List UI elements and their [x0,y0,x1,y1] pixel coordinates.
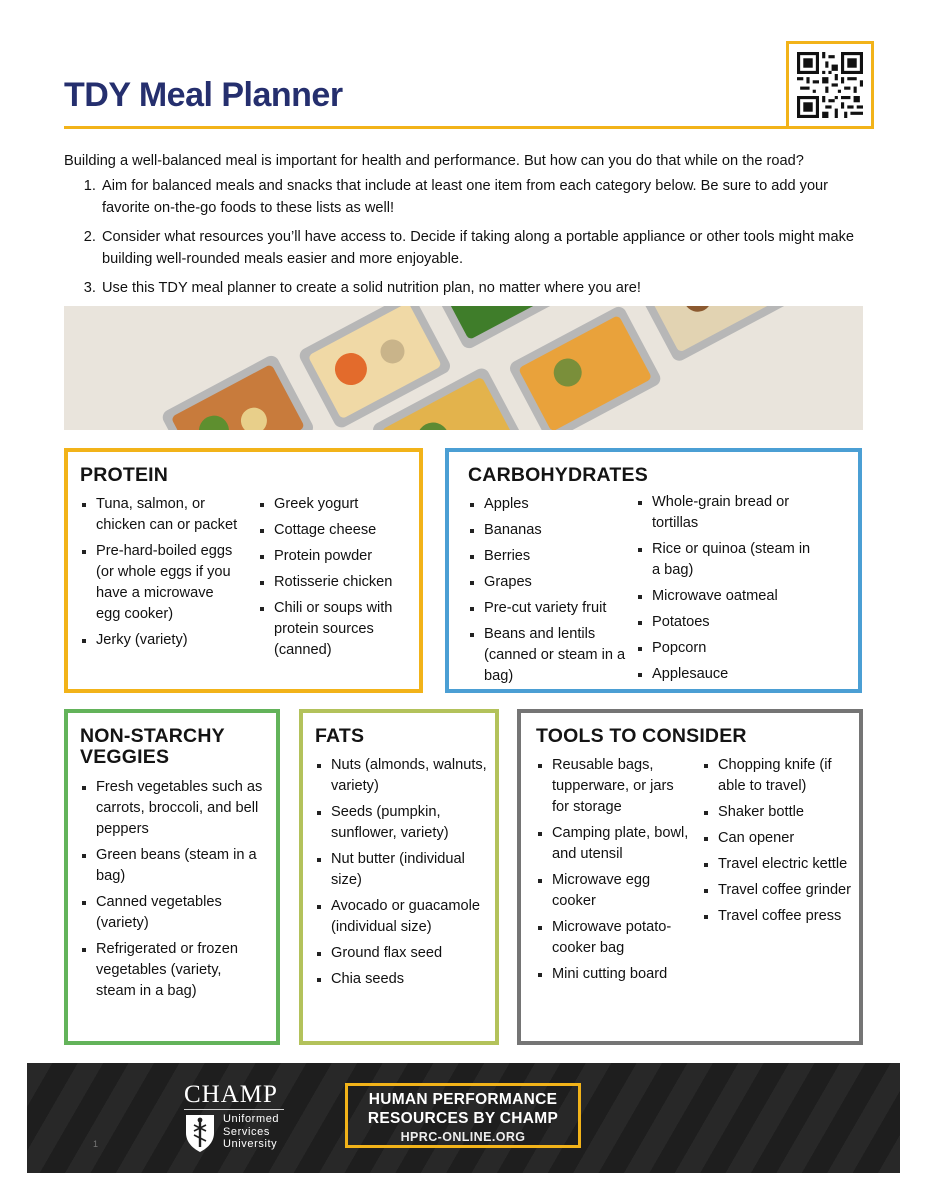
list-item: Nuts (almonds, walnuts, variety) [315,755,487,797]
usu-line: University [223,1138,278,1150]
list-item: Travel coffee grinder [702,880,854,901]
carbohydrates-column-1 [468,494,628,692]
list-item: Reusable bags, tupperware, or jars for storage [536,755,694,818]
list-item: Fresh vegetables such as carrots, broccoli, and bell peppers [80,777,264,840]
hprc-badge[interactable] [345,1083,581,1148]
title-underline [64,126,874,129]
logo-divider [184,1109,284,1110]
tools-heading: TOOLS TO CONSIDER [536,725,747,747]
list-item: Cottage cheese [258,520,418,541]
carbohydrates-column-2 [636,492,816,690]
usu-wordmark [223,1113,279,1151]
list-item: Potatoes [636,612,816,633]
list-item: Grapes [468,572,628,593]
meal-containers-image [64,306,863,430]
list-item: Beans and lentils (canned or steam in a bag) [468,624,628,687]
protein-column-2 [258,494,418,666]
intro-steps [64,175,864,299]
list-item: Canned vegetables (variety) [80,892,264,934]
list-item: Rice or quinoa (steam in a bag) [636,539,816,581]
protein-heading: PROTEIN [80,464,169,486]
list-item: Jerky (variety) [80,630,240,651]
carbohydrates-heading: CARBOHYDRATES [468,464,648,486]
list-item: Bananas [468,520,628,541]
list-item: Avocado or guacamole (individual size) [315,896,487,938]
list-item: Microwave oatmeal [636,586,816,607]
veggies-heading: NON-STARCHY VEGGIES [80,725,225,768]
list-item: Microwave potato-cooker bag [536,917,694,959]
page-title: TDY Meal Planner [64,76,343,114]
carbohydrates-card [445,448,862,693]
list-item: Popcorn [636,638,816,659]
intro [64,150,864,306]
usu-line: Uniformed [223,1113,280,1125]
protein-card [64,448,423,693]
intro-step: 3. Use this TDY meal planner to create a solid nutrition plan, no matter where you are! [100,277,864,299]
list-item: Greek yogurt [258,494,418,515]
list-item: Seeds (pumpkin, sunflower, variety) [315,802,487,844]
list-item: Berries [468,546,628,567]
champ-logo[interactable]: CHAMP [184,1081,278,1108]
list-item: Refrigerated or frozen vegetables (variety, steam in a bag) [80,939,264,1002]
list-item: Travel electric kettle [702,854,854,875]
list-item: Chili or soups with protein sources (canned) [258,598,418,661]
footer [27,1063,900,1173]
list-item: Protein powder [258,546,418,567]
non-starchy-veggies-card [64,709,280,1045]
list-item: Rotisserie chicken [258,572,418,593]
hprc-badge-line-2: RESOURCES BY CHAMP [367,1110,559,1127]
qr-code-icon [797,52,863,118]
hprc-badge-line-1: HUMAN PERFORMANCE [368,1091,558,1108]
list-item: Applesauce [636,664,816,685]
list-item: Chopping knife (if able to travel) [702,755,854,797]
list-item: Tuna, salmon, or chicken can or packet [80,494,240,536]
list-item: Can opener [702,828,854,849]
intro-step: 2. Consider what resources you’ll have access to. Decide if taking along a portable appliance or other tools might make building well-rounded meals easier and more enjoyable. [100,226,864,270]
list-item: Microwave egg cooker [536,870,694,912]
list-item: Shaker bottle [702,802,854,823]
veggies-column [80,777,264,1007]
tools-column-1 [536,755,694,990]
page-number: 1 [93,1139,99,1149]
list-item: Ground flax seed [315,943,487,964]
usu-shield-icon [184,1113,216,1153]
list-item: Chia seeds [315,969,487,990]
intro-step: 1. Aim for balanced meals and snacks that include at least one item from each category below. Be sure to add your favorite on-the-go foods to these lists as well! [100,175,864,219]
list-item: Pre-cut variety fruit [468,598,628,619]
list-item: Green beans (steam in a bag) [80,845,264,887]
meal-prep-photo [64,306,863,430]
hprc-link[interactable]: HPRC-ONLINE.ORG [400,1130,526,1144]
list-item: Pre-hard-boiled eggs (or whole eggs if you have a microwave egg cooker) [80,541,240,625]
protein-column-1 [80,494,240,656]
tools-card [517,709,863,1045]
fats-column [315,755,487,995]
intro-lead-text: Building a well-balanced meal is important for health and performance. But how can you do that while on the road? [64,153,804,169]
qr-code[interactable] [786,41,874,129]
tools-column-2 [702,755,854,932]
list-item: Apples [468,494,628,515]
list-item: Nut butter (individual size) [315,849,487,891]
fats-card [299,709,499,1045]
list-item: Travel coffee press [702,906,854,927]
usu-line: Services [223,1125,270,1138]
list-item: Mini cutting board [536,964,694,985]
list-item: Camping plate, bowl, and utensil [536,823,694,865]
list-item: Whole-grain bread or tortillas [636,492,816,534]
fats-heading: FATS [315,725,365,747]
